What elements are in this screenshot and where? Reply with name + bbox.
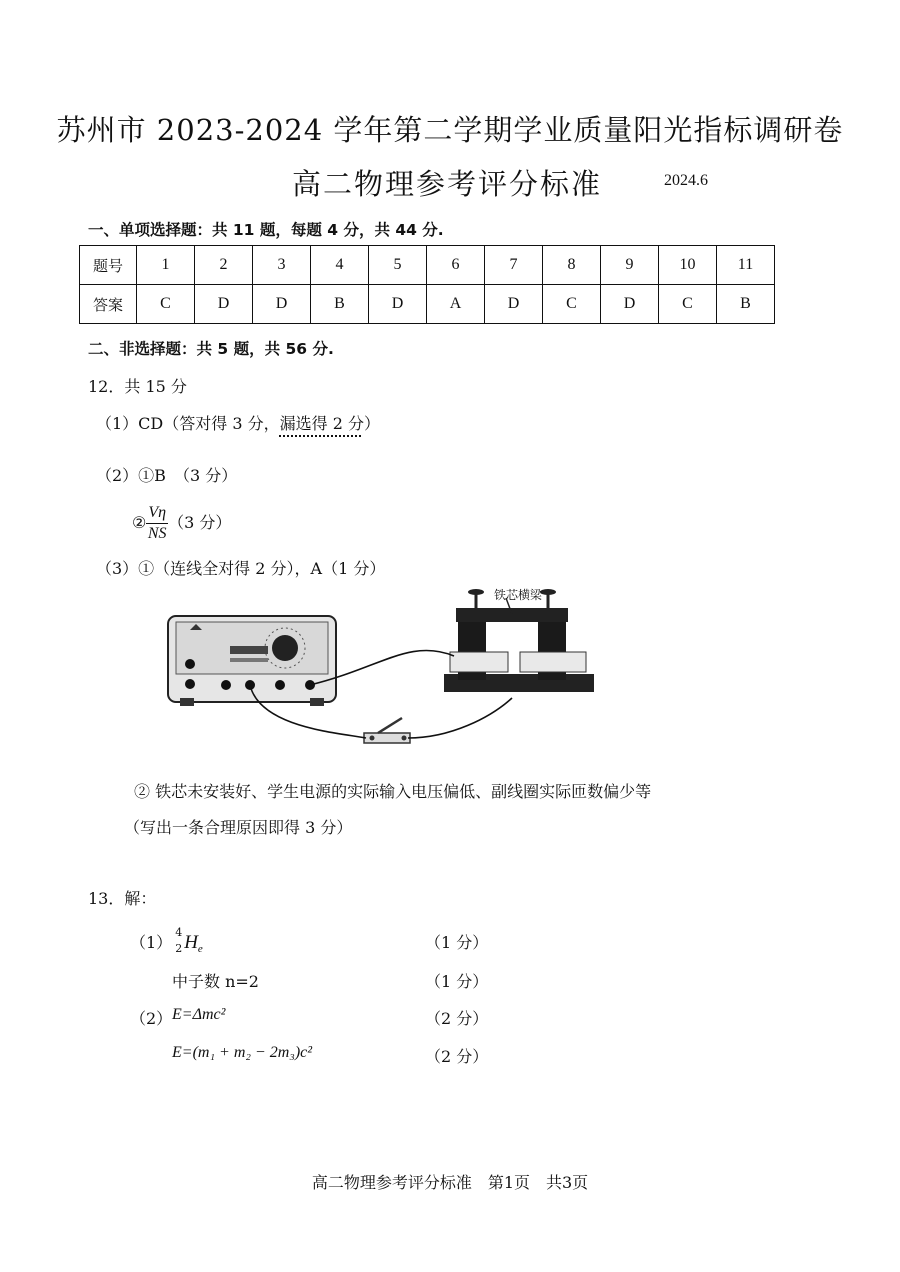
q12-part1-close: ）: [363, 414, 380, 433]
element-symbol: H: [184, 932, 198, 953]
q12-part3-2: ② 铁芯未安装好、学生电源的实际输入电压偏低、副线圈实际匝数偏少等: [134, 782, 652, 801]
answer-cell: A: [427, 285, 485, 324]
q13-line2: 中子数 n=2: [172, 972, 259, 991]
document-date: 2024.6: [664, 172, 708, 189]
question-number: 5: [369, 246, 427, 285]
q12-part2-2-label: ②: [132, 513, 147, 532]
answer-cell: C: [659, 285, 717, 324]
q12-part1: [96, 411, 380, 434]
answer-cell: C: [137, 285, 195, 324]
document-title: 苏州市 2023-2024 学年第二学期学业质量阳光指标调研卷: [56, 113, 844, 147]
row-label-answers: 答案: [80, 285, 137, 324]
table-row-answers: [80, 285, 775, 324]
page-footer: 高二物理参考评分标准 第1页 共3页: [311, 1173, 589, 1192]
q12-part3-2-note: （写出一条合理原因即得 3 分）: [124, 818, 353, 837]
q13-line2-score: （1 分）: [425, 972, 489, 991]
q13-line3-formula: E=Δmc²: [172, 1006, 226, 1023]
answer-cell: B: [311, 285, 369, 324]
answer-cell: B: [717, 285, 775, 324]
q12-part1-emphasis: 漏选得 2 分: [279, 414, 364, 433]
q13-line4-formula: E=(m₁ + m₂ − 2m₃)c²: [172, 1044, 313, 1061]
charge-number: 2: [175, 941, 183, 955]
transformer-experiment-figure: [160, 578, 600, 748]
q12-part2-2: [132, 503, 231, 544]
figure-label-iron-core-beam: 铁芯横梁: [494, 588, 543, 602]
question-number: 2: [195, 246, 253, 285]
section1-heading: 一、单项选择题：共 11 题，每题 4 分，共 44 分.: [88, 221, 444, 239]
q13-part1-label: （1）: [130, 933, 173, 952]
answer-cell: D: [195, 285, 253, 324]
transformer-icon: [444, 589, 594, 692]
question-number: 8: [543, 246, 601, 285]
answer-table: [79, 245, 775, 324]
q12-part2-1: （2）①B （3 分）: [96, 466, 238, 485]
document-subtitle: 高二物理参考评分标准: [292, 167, 603, 201]
question-number: 1: [137, 246, 195, 285]
fraction-numerator: Vη: [146, 503, 168, 524]
answer-cell: D: [253, 285, 311, 324]
fraction-formula: [146, 503, 168, 544]
question-number: 4: [311, 246, 369, 285]
q12-part2-2-score: （3 分）: [168, 513, 232, 532]
answer-cell: D: [485, 285, 543, 324]
answer-cell: D: [601, 285, 659, 324]
question-number: 11: [717, 246, 775, 285]
question-number: 6: [427, 246, 485, 285]
q13-line3-score: （2 分）: [425, 1009, 489, 1028]
answer-cell: D: [369, 285, 427, 324]
question-number: 9: [601, 246, 659, 285]
q13-title: 13．解：: [88, 889, 157, 908]
q13-part2-label: （2）: [130, 1009, 173, 1028]
row-label-numbers: 题号: [80, 246, 137, 285]
mass-number: 4: [175, 925, 183, 939]
q12-part1-text: （1）CD（答对得 3 分，: [96, 414, 280, 433]
q12-part3-1: （3）①（连线全对得 2 分），A（1 分）: [96, 559, 386, 578]
q13-line4-score: （2 分）: [425, 1047, 489, 1066]
question-number: 10: [659, 246, 717, 285]
section2-heading: 二、非选择题：共 5 题，共 56 分.: [88, 340, 334, 358]
q13-line1: [130, 925, 203, 956]
fraction-denominator: NS: [147, 525, 167, 542]
question-number: 7: [485, 246, 543, 285]
answer-cell: C: [543, 285, 601, 324]
element-symbol-sub: e: [197, 943, 203, 956]
table-row-numbers: [80, 246, 775, 285]
nuclide-indices: [172, 925, 184, 955]
switch-icon: [364, 718, 410, 743]
q12-title: 12．共 15 分: [88, 377, 187, 396]
question-number: 3: [253, 246, 311, 285]
q13-line1-score: （1 分）: [425, 933, 489, 952]
